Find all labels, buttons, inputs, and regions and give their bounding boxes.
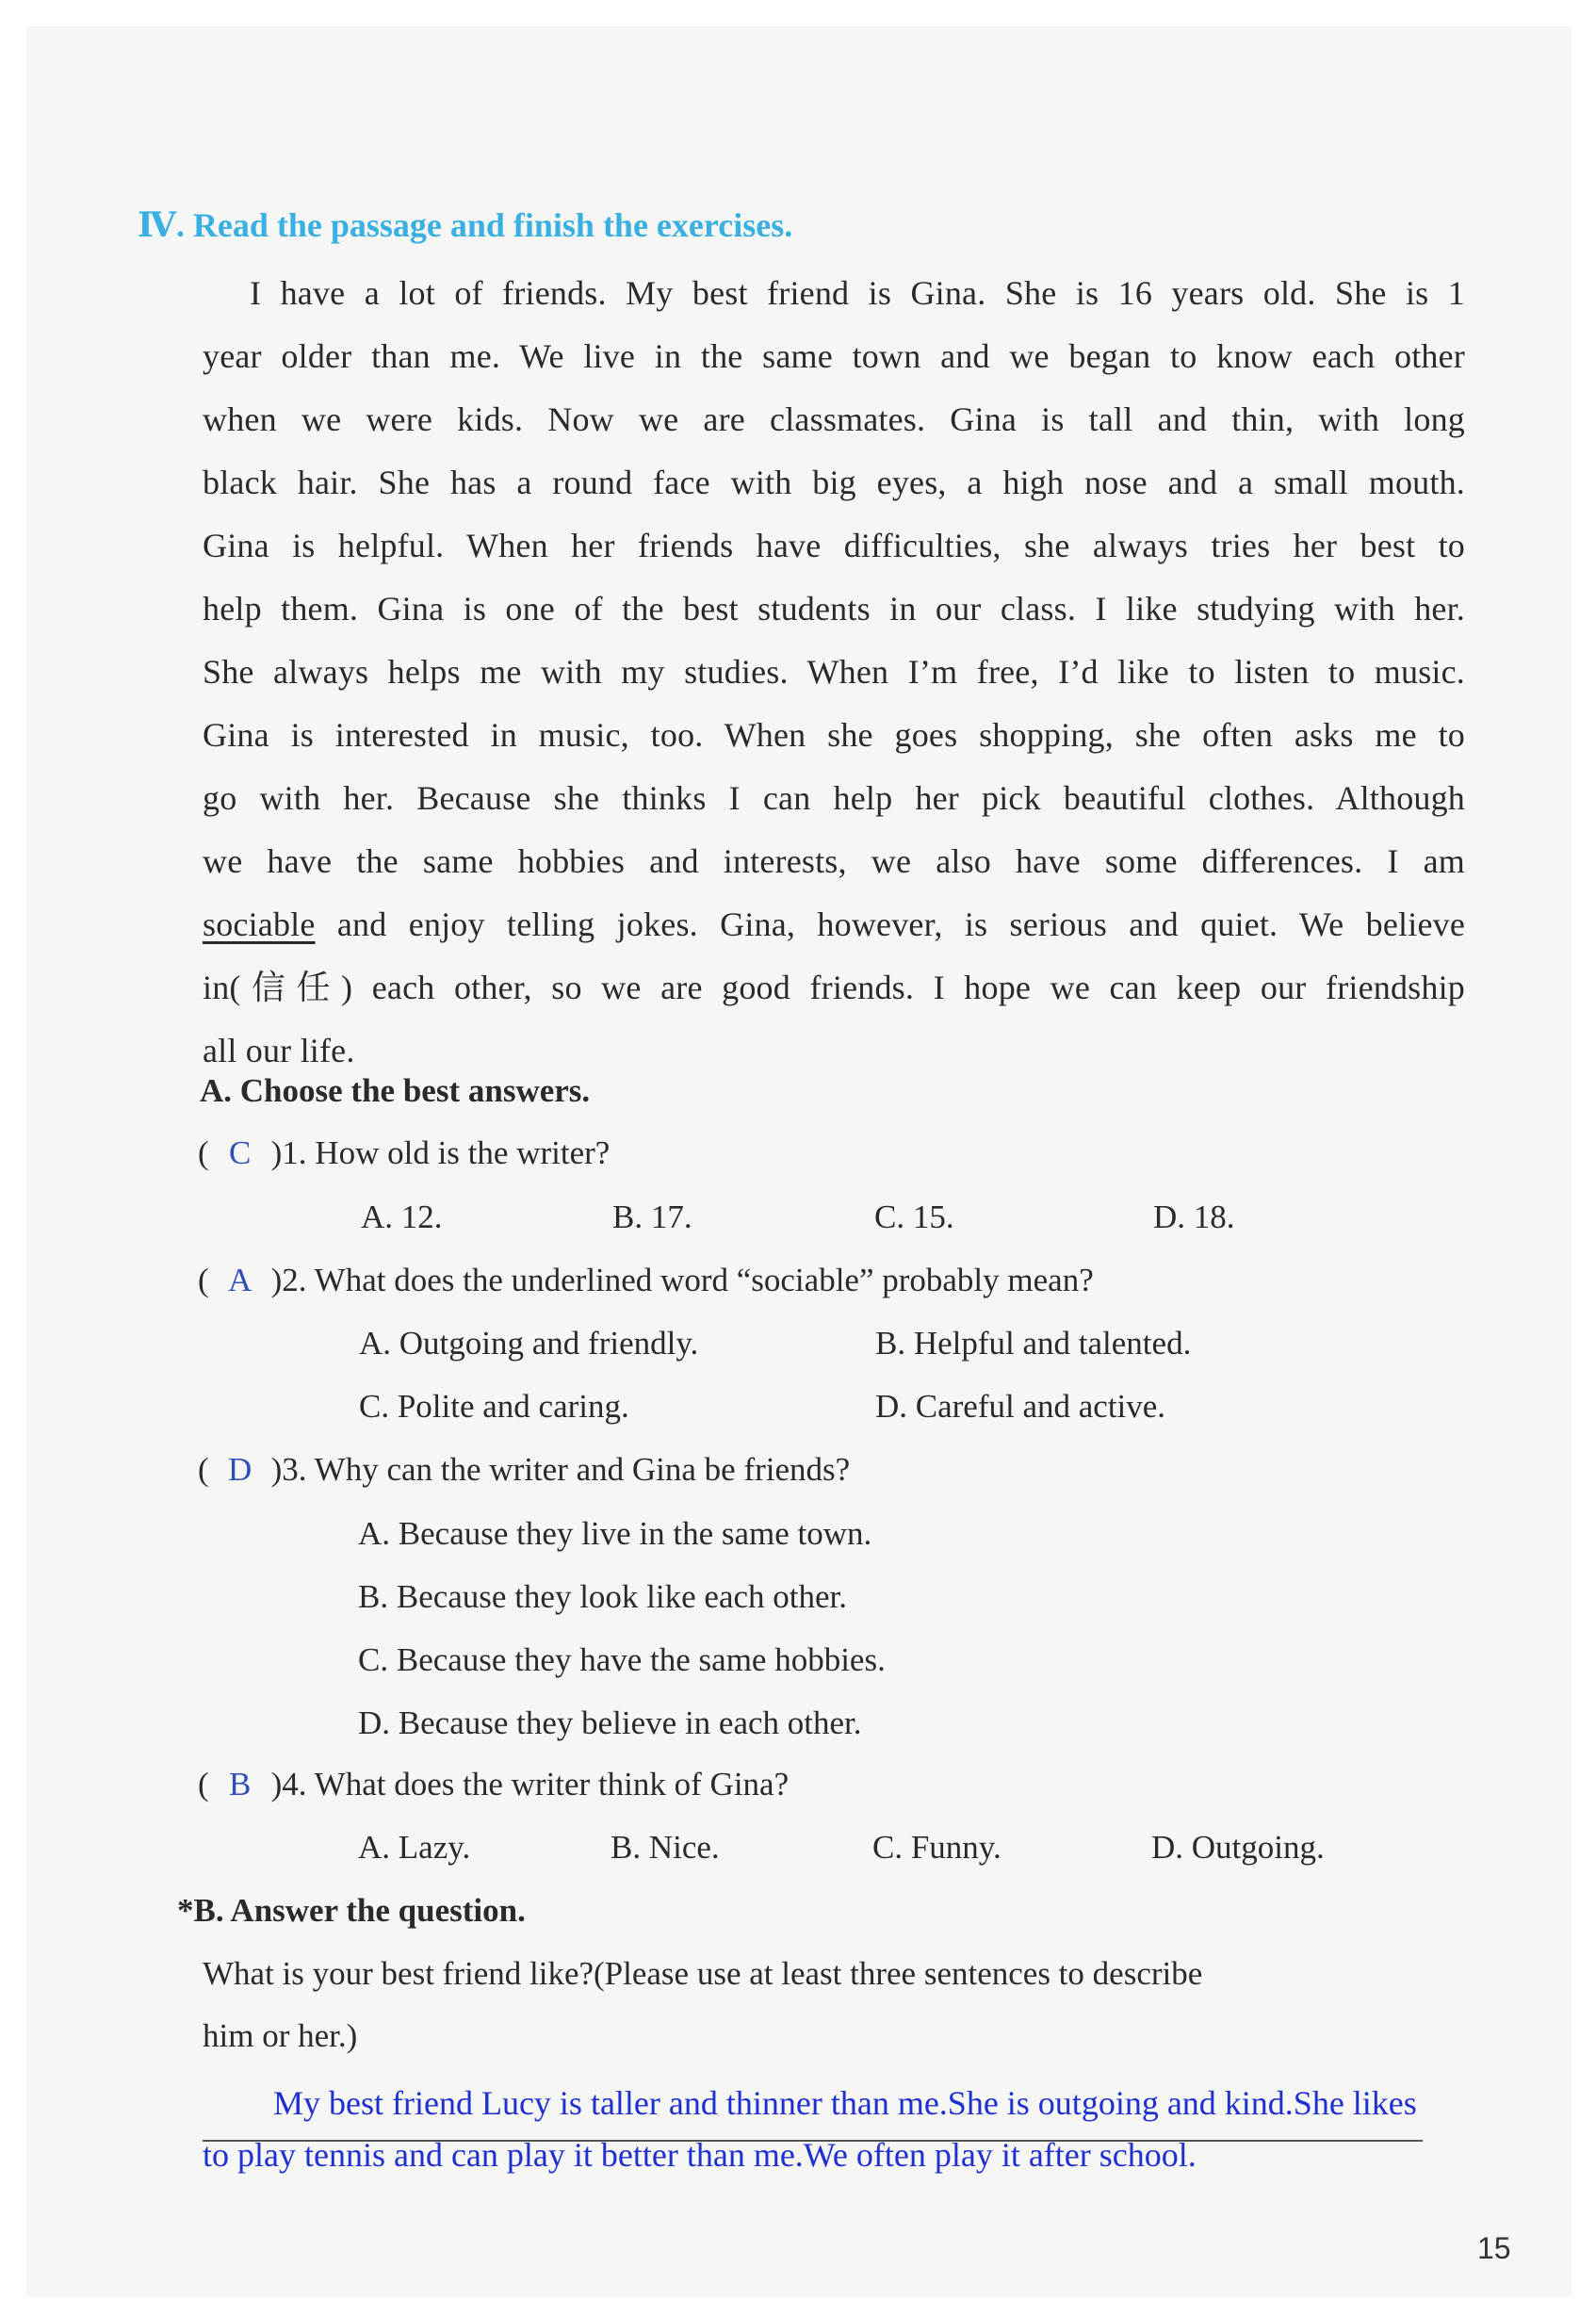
- option: C. Because they have the same hobbies.: [358, 1641, 886, 1678]
- question-2: [198, 1262, 1094, 1299]
- passage-line: we have the same hobbies and interests, we also have some differences. I am: [203, 842, 1465, 880]
- option: B. 17.: [612, 1199, 692, 1235]
- option: C. 15.: [874, 1199, 954, 1235]
- handwritten-answer-line: to play tennis and can play it better than me.We often play it after school.: [203, 2136, 1197, 2174]
- option: C. Polite and caring.: [359, 1388, 629, 1425]
- paren-open: (: [198, 1451, 209, 1488]
- answer-letter: B: [228, 1766, 252, 1802]
- question-text: )1. How old is the writer?: [270, 1134, 611, 1171]
- option: B. Because they look like each other.: [358, 1578, 848, 1615]
- option: B. Helpful and talented.: [875, 1325, 1192, 1362]
- passage-line: in(信任) each other, so we are good friends. I hope we can keep our friendship: [203, 969, 1465, 1006]
- passage-line: She always helps me with my studies. When I’m free, I’d like to listen to music.: [203, 653, 1465, 691]
- paren-open: (: [198, 1134, 209, 1171]
- part-a-title: A. Choose the best answers.: [200, 1072, 591, 1109]
- paren-open: (: [198, 1262, 209, 1298]
- option: D. Careful and active.: [875, 1388, 1166, 1425]
- option: C. Funny.: [872, 1829, 1002, 1866]
- option: A. 12.: [361, 1199, 443, 1235]
- question-text: )2. What does the underlined word “sociable” probably mean?: [270, 1262, 1094, 1298]
- passage-line: Gina is interested in music, too. When she goes shopping, she often asks me to: [203, 716, 1465, 754]
- reading-passage: [203, 262, 1465, 1083]
- question-3: [198, 1451, 850, 1489]
- passage-line: all our life.: [203, 1032, 355, 1069]
- option: D. Outgoing.: [1151, 1829, 1325, 1866]
- question-4: [198, 1766, 789, 1803]
- workbook-page: [26, 26, 1572, 2297]
- section-title: Ⅳ. Read the passage and finish the exercises.: [138, 206, 793, 244]
- passage-line-rest: and enjoy telling jokes. Gina, however, is serious and quiet. We believe: [315, 905, 1465, 943]
- passage-line: black hair. She has a round face with big eyes, a high nose and a small mouth.: [203, 464, 1465, 501]
- part-b-title: *B. Answer the question.: [177, 1892, 526, 1929]
- answer-letter: D: [228, 1451, 252, 1488]
- option: D. 18.: [1153, 1199, 1235, 1235]
- answer-letter: A: [228, 1262, 252, 1298]
- passage-line: Gina is helpful. When her friends have difficulties, she always tries her best to: [203, 527, 1465, 564]
- part-b-prompt-line: him or her.): [203, 2017, 358, 2054]
- passage-line: year older than me. We live in the same town and we began to know each other: [203, 337, 1465, 375]
- part-b-prompt-line: What is your best friend like?(Please use at least three sentences to describe: [203, 1955, 1203, 1992]
- passage-line: [203, 893, 1465, 956]
- underlined-word-sociable: sociable: [203, 905, 316, 943]
- option: A. Outgoing and friendly.: [359, 1325, 699, 1362]
- passage-line: help them. Gina is one of the best students in our class. I like studying with her.: [203, 590, 1465, 628]
- question-text: )4. What does the writer think of Gina?: [270, 1766, 790, 1802]
- option: B. Nice.: [611, 1829, 720, 1866]
- handwritten-answer-line: My best friend Lucy is taller and thinner than me.She is outgoing and kind.She likes: [273, 2084, 1417, 2122]
- passage-line: when we were kids. Now we are classmates. Gina is tall and thin, with long: [203, 400, 1465, 438]
- paren-open: (: [198, 1766, 209, 1802]
- passage-line: I have a lot of friends. My best friend is Gina. She is 16 years old. She is 1: [250, 274, 1465, 312]
- answer-letter: C: [228, 1134, 252, 1171]
- passage-line: go with her. Because she thinks I can help her pick beautiful clothes. Although: [203, 779, 1465, 817]
- question-text: )3. Why can the writer and Gina be friends?: [270, 1451, 851, 1488]
- question-1: [198, 1134, 610, 1172]
- option: D. Because they believe in each other.: [358, 1704, 862, 1741]
- page-number: 15: [1477, 2231, 1511, 2265]
- option: A. Because they live in the same town.: [358, 1515, 872, 1552]
- option: A. Lazy.: [358, 1829, 471, 1866]
